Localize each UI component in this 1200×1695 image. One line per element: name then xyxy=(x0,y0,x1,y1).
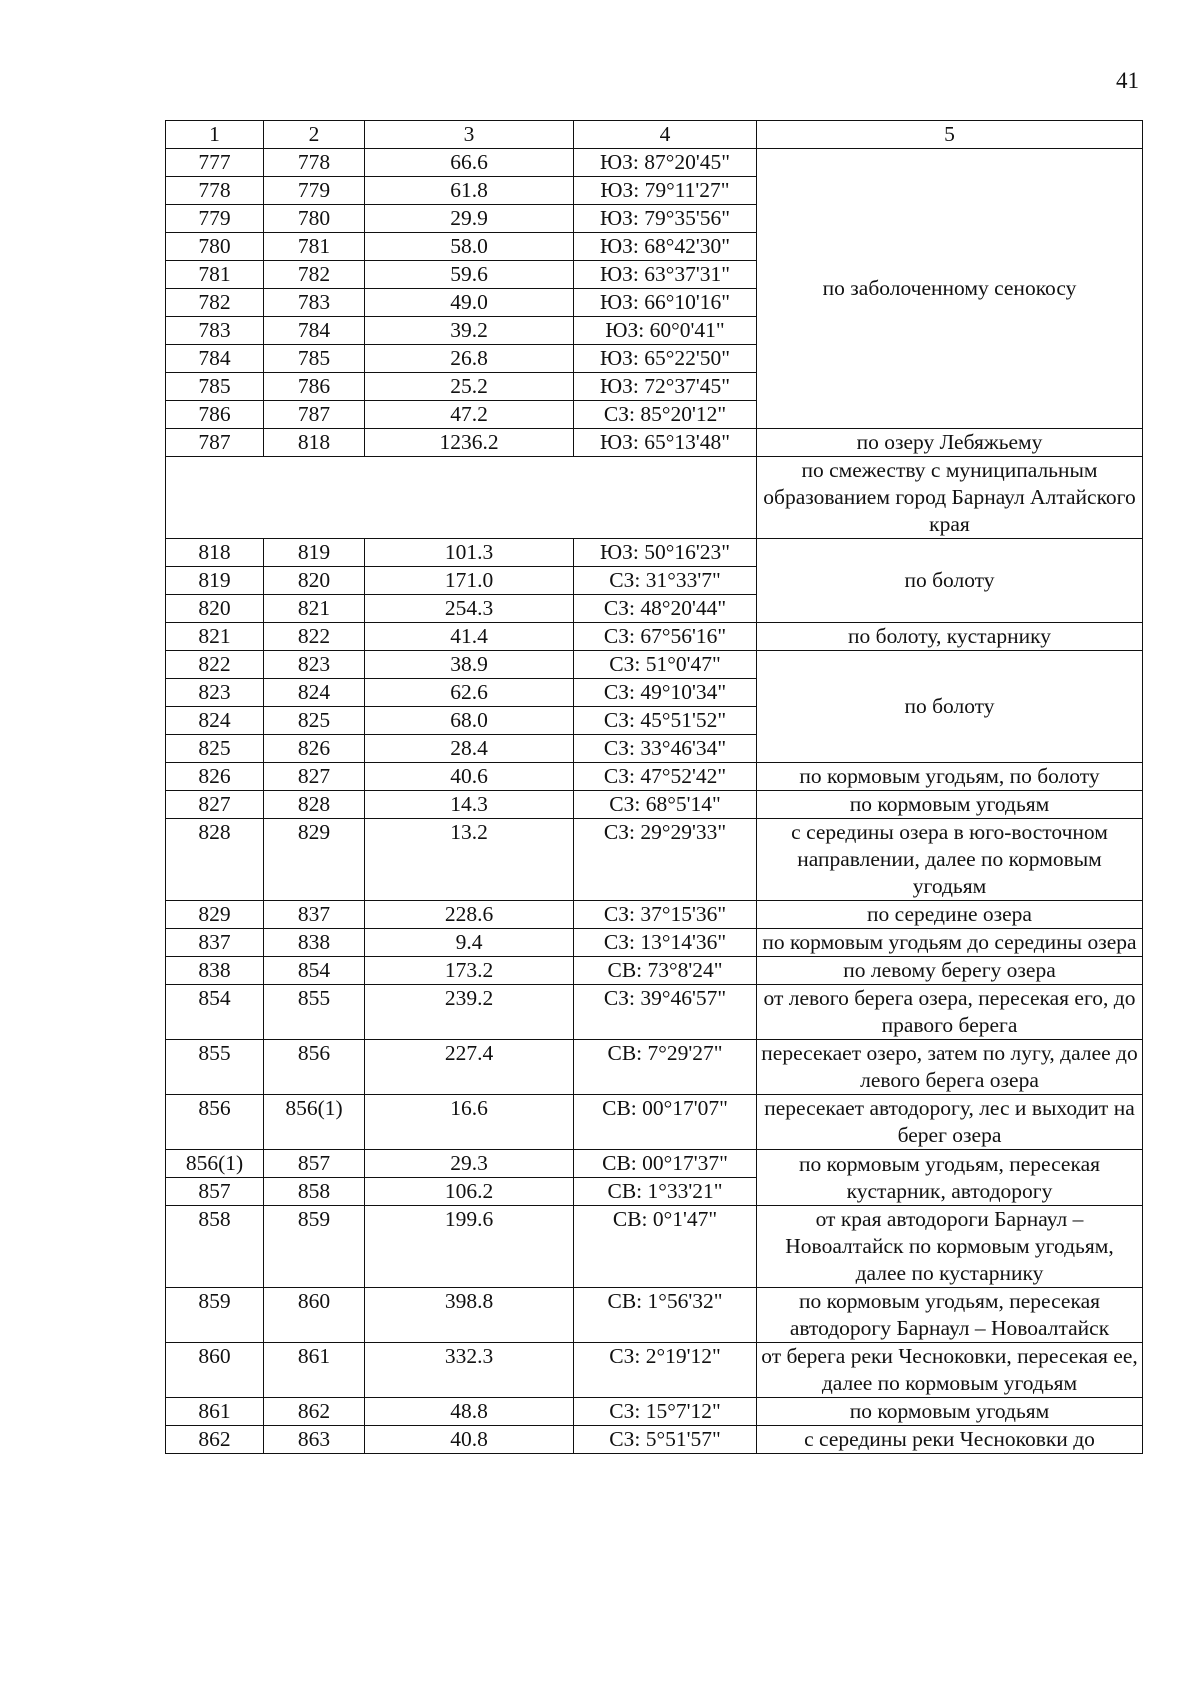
bearing-cell: ЮЗ: 87°20'45" xyxy=(574,149,757,177)
to-point: 838 xyxy=(264,929,365,957)
bearing-cell: СЗ: 47°52'42" xyxy=(574,763,757,791)
to-point: 861 xyxy=(264,1343,365,1398)
to-point: 826 xyxy=(264,735,365,763)
bearing-cell: СЗ: 49°10'34" xyxy=(574,679,757,707)
bearing-cell: ЮЗ: 68°42'30" xyxy=(574,233,757,261)
to-point: 820 xyxy=(264,567,365,595)
to-point: 859 xyxy=(264,1206,365,1288)
bearing-cell: СВ: 7°29'27" xyxy=(574,1040,757,1095)
length-cell: 25.2 xyxy=(365,373,574,401)
from-point: 785 xyxy=(166,373,264,401)
bearing-cell: СЗ: 51°0'47" xyxy=(574,651,757,679)
to-point: 780 xyxy=(264,205,365,233)
bearing-cell: СВ: 00°17'37" xyxy=(574,1150,757,1178)
table-row xyxy=(166,957,1143,985)
from-point: 783 xyxy=(166,317,264,345)
description-cell: по кормовым угодьям xyxy=(757,791,1143,819)
length-cell: 227.4 xyxy=(365,1040,574,1095)
from-point: 779 xyxy=(166,205,264,233)
to-point: 837 xyxy=(264,901,365,929)
description-cell: по кормовым угодьям, по болоту xyxy=(757,763,1143,791)
description-cell: пересекает автодорогу, лес и выходит на берег озера xyxy=(757,1095,1143,1150)
header-cell: 4 xyxy=(574,121,757,149)
to-point: 828 xyxy=(264,791,365,819)
description-cell: от берега реки Чесноковки, пересекая ее, далее по кормовым угодьям xyxy=(757,1343,1143,1398)
description-cell: от левого берега озера, пересекая его, до правого берега xyxy=(757,985,1143,1040)
from-point: 782 xyxy=(166,289,264,317)
bearing-cell: СВ: 73°8'24" xyxy=(574,957,757,985)
length-cell: 68.0 xyxy=(365,707,574,735)
to-point: 787 xyxy=(264,401,365,429)
table-row xyxy=(166,901,1143,929)
from-point: 861 xyxy=(166,1398,264,1426)
length-cell: 1236.2 xyxy=(365,429,574,457)
from-point: 821 xyxy=(166,623,264,651)
table-row xyxy=(166,1426,1143,1454)
from-point: 860 xyxy=(166,1343,264,1398)
table-row xyxy=(166,1040,1143,1095)
table-row xyxy=(166,651,1143,679)
bearing-cell: ЮЗ: 65°22'50" xyxy=(574,345,757,373)
table-row xyxy=(166,1206,1143,1288)
bearing-cell: ЮЗ: 72°37'45" xyxy=(574,373,757,401)
from-point: 784 xyxy=(166,345,264,373)
from-point: 818 xyxy=(166,539,264,567)
bearing-cell: СЗ: 5°51'57" xyxy=(574,1426,757,1454)
bearing-cell: ЮЗ: 65°13'48" xyxy=(574,429,757,457)
page-number: 41 xyxy=(1116,68,1139,93)
bearing-cell: СЗ: 2°19'12" xyxy=(574,1343,757,1398)
from-point: 827 xyxy=(166,791,264,819)
to-point: 858 xyxy=(264,1178,365,1206)
bearing-cell: СЗ: 45°51'52" xyxy=(574,707,757,735)
length-cell: 171.0 xyxy=(365,567,574,595)
description-cell: по кормовым угодьям, пересекая автодорогу Барнаул – Новоалтайск xyxy=(757,1288,1143,1343)
length-cell: 40.8 xyxy=(365,1426,574,1454)
length-cell: 61.8 xyxy=(365,177,574,205)
from-point: 859 xyxy=(166,1288,264,1343)
description-cell: по середине озера xyxy=(757,901,1143,929)
to-point: 782 xyxy=(264,261,365,289)
table-row xyxy=(166,791,1143,819)
from-point: 780 xyxy=(166,233,264,261)
bearing-cell: СЗ: 33°46'34" xyxy=(574,735,757,763)
from-point: 778 xyxy=(166,177,264,205)
from-point: 854 xyxy=(166,985,264,1040)
to-point: 825 xyxy=(264,707,365,735)
bearing-cell: СЗ: 68°5'14" xyxy=(574,791,757,819)
description-cell: с середины озера в юго-восточном направлении, далее по кормовым угодьям xyxy=(757,819,1143,901)
from-point: 787 xyxy=(166,429,264,457)
from-point: 855 xyxy=(166,1040,264,1095)
table-row xyxy=(166,819,1143,901)
header-cell: 5 xyxy=(757,121,1143,149)
length-cell: 38.9 xyxy=(365,651,574,679)
length-cell: 59.6 xyxy=(365,261,574,289)
bearing-cell: СВ: 1°56'32" xyxy=(574,1288,757,1343)
bearing-cell: ЮЗ: 79°35'56" xyxy=(574,205,757,233)
description-cell: по кормовым угодьям до середины озера xyxy=(757,929,1143,957)
table-row xyxy=(166,1398,1143,1426)
to-point: 856 xyxy=(264,1040,365,1095)
from-point: 819 xyxy=(166,567,264,595)
from-point: 786 xyxy=(166,401,264,429)
bearing-cell: СЗ: 37°15'36" xyxy=(574,901,757,929)
bearing-cell: СЗ: 85°20'12" xyxy=(574,401,757,429)
length-cell: 13.2 xyxy=(365,819,574,901)
description-cell: по кормовым угодьям xyxy=(757,1398,1143,1426)
table-row xyxy=(166,623,1143,651)
length-cell: 39.2 xyxy=(365,317,574,345)
from-point: 838 xyxy=(166,957,264,985)
from-point: 858 xyxy=(166,1206,264,1288)
table-body xyxy=(166,149,1143,1454)
to-point: 821 xyxy=(264,595,365,623)
to-point: 863 xyxy=(264,1426,365,1454)
header-cell: 2 xyxy=(264,121,365,149)
length-cell: 239.2 xyxy=(365,985,574,1040)
to-point: 781 xyxy=(264,233,365,261)
description-cell: по болоту xyxy=(757,651,1143,763)
to-point: 778 xyxy=(264,149,365,177)
length-cell: 228.6 xyxy=(365,901,574,929)
bearing-cell: СВ: 00°17'07" xyxy=(574,1095,757,1150)
table-row xyxy=(166,1095,1143,1150)
length-cell: 199.6 xyxy=(365,1206,574,1288)
from-point: 856 xyxy=(166,1095,264,1150)
to-point: 784 xyxy=(264,317,365,345)
to-point: 860 xyxy=(264,1288,365,1343)
section-title: по смежеству с муниципальным образованием город Барнаул Алтайского края xyxy=(757,457,1143,539)
to-point: 819 xyxy=(264,539,365,567)
description-cell: от края автодороги Барнаул – Новоалтайск по кормовым угодьям, далее по кустарнику xyxy=(757,1206,1143,1288)
to-point: 862 xyxy=(264,1398,365,1426)
length-cell: 254.3 xyxy=(365,595,574,623)
description-cell: по болоту xyxy=(757,539,1143,623)
to-point: 785 xyxy=(264,345,365,373)
bearing-cell: СВ: 0°1'47" xyxy=(574,1206,757,1288)
from-point: 837 xyxy=(166,929,264,957)
bearing-cell: СЗ: 31°33'7" xyxy=(574,567,757,595)
from-point: 823 xyxy=(166,679,264,707)
table-row xyxy=(166,1343,1143,1398)
bearing-cell: ЮЗ: 66°10'16" xyxy=(574,289,757,317)
length-cell: 101.3 xyxy=(365,539,574,567)
from-point: 828 xyxy=(166,819,264,901)
table-row xyxy=(166,539,1143,567)
to-point: 857 xyxy=(264,1150,365,1178)
description-cell: по болоту, кустарнику xyxy=(757,623,1143,651)
bearing-cell: ЮЗ: 50°16'23" xyxy=(574,539,757,567)
table-row xyxy=(166,429,1143,457)
bearing-cell: ЮЗ: 63°37'31" xyxy=(574,261,757,289)
bearing-cell: СЗ: 48°20'44" xyxy=(574,595,757,623)
length-cell: 62.6 xyxy=(365,679,574,707)
length-cell: 26.8 xyxy=(365,345,574,373)
length-cell: 173.2 xyxy=(365,957,574,985)
from-point: 824 xyxy=(166,707,264,735)
description-cell: по заболоченному сенокосу xyxy=(757,149,1143,429)
bearing-cell: ЮЗ: 60°0'41" xyxy=(574,317,757,345)
length-cell: 16.6 xyxy=(365,1095,574,1150)
to-point: 823 xyxy=(264,651,365,679)
table-row xyxy=(166,985,1143,1040)
table-row xyxy=(166,149,1143,177)
from-point: 822 xyxy=(166,651,264,679)
from-point: 856(1) xyxy=(166,1150,264,1178)
length-cell: 14.3 xyxy=(365,791,574,819)
section-row xyxy=(166,457,1143,539)
header-cell: 1 xyxy=(166,121,264,149)
to-point: 829 xyxy=(264,819,365,901)
description-cell: по левому берегу озера xyxy=(757,957,1143,985)
table-row xyxy=(166,763,1143,791)
to-point: 822 xyxy=(264,623,365,651)
table-row xyxy=(166,929,1143,957)
from-point: 825 xyxy=(166,735,264,763)
from-point: 777 xyxy=(166,149,264,177)
length-cell: 28.4 xyxy=(365,735,574,763)
description-cell: по озеру Лебяжьему xyxy=(757,429,1143,457)
boundary-table xyxy=(165,120,1143,1454)
length-cell: 47.2 xyxy=(365,401,574,429)
table-row xyxy=(166,1288,1143,1343)
from-point: 820 xyxy=(166,595,264,623)
length-cell: 48.8 xyxy=(365,1398,574,1426)
length-cell: 398.8 xyxy=(365,1288,574,1343)
from-point: 829 xyxy=(166,901,264,929)
table-header-row xyxy=(166,121,1143,149)
to-point: 855 xyxy=(264,985,365,1040)
to-point: 854 xyxy=(264,957,365,985)
length-cell: 41.4 xyxy=(365,623,574,651)
length-cell: 49.0 xyxy=(365,289,574,317)
bearing-cell: СЗ: 67°56'16" xyxy=(574,623,757,651)
header-cell: 3 xyxy=(365,121,574,149)
length-cell: 29.3 xyxy=(365,1150,574,1178)
to-point: 818 xyxy=(264,429,365,457)
bearing-cell: СЗ: 39°46'57" xyxy=(574,985,757,1040)
to-point: 779 xyxy=(264,177,365,205)
length-cell: 332.3 xyxy=(365,1343,574,1398)
description-cell: по кормовым угодьям, пересекая кустарник, автодорогу xyxy=(757,1150,1143,1206)
to-point: 786 xyxy=(264,373,365,401)
from-point: 862 xyxy=(166,1426,264,1454)
description-cell: с середины реки Чесноковки до xyxy=(757,1426,1143,1454)
to-point: 783 xyxy=(264,289,365,317)
from-point: 857 xyxy=(166,1178,264,1206)
from-point: 826 xyxy=(166,763,264,791)
to-point: 824 xyxy=(264,679,365,707)
description-cell: пересекает озеро, затем по лугу, далее до левого берега озера xyxy=(757,1040,1143,1095)
bearing-cell: СЗ: 29°29'33" xyxy=(574,819,757,901)
length-cell: 9.4 xyxy=(365,929,574,957)
length-cell: 66.6 xyxy=(365,149,574,177)
length-cell: 106.2 xyxy=(365,1178,574,1206)
length-cell: 29.9 xyxy=(365,205,574,233)
bearing-cell: ЮЗ: 79°11'27" xyxy=(574,177,757,205)
empty-cell xyxy=(166,457,757,539)
from-point: 781 xyxy=(166,261,264,289)
table-row xyxy=(166,1150,1143,1178)
length-cell: 58.0 xyxy=(365,233,574,261)
to-point: 827 xyxy=(264,763,365,791)
bearing-cell: СВ: 1°33'21" xyxy=(574,1178,757,1206)
bearing-cell: СЗ: 15°7'12" xyxy=(574,1398,757,1426)
to-point: 856(1) xyxy=(264,1095,365,1150)
bearing-cell: СЗ: 13°14'36" xyxy=(574,929,757,957)
length-cell: 40.6 xyxy=(365,763,574,791)
